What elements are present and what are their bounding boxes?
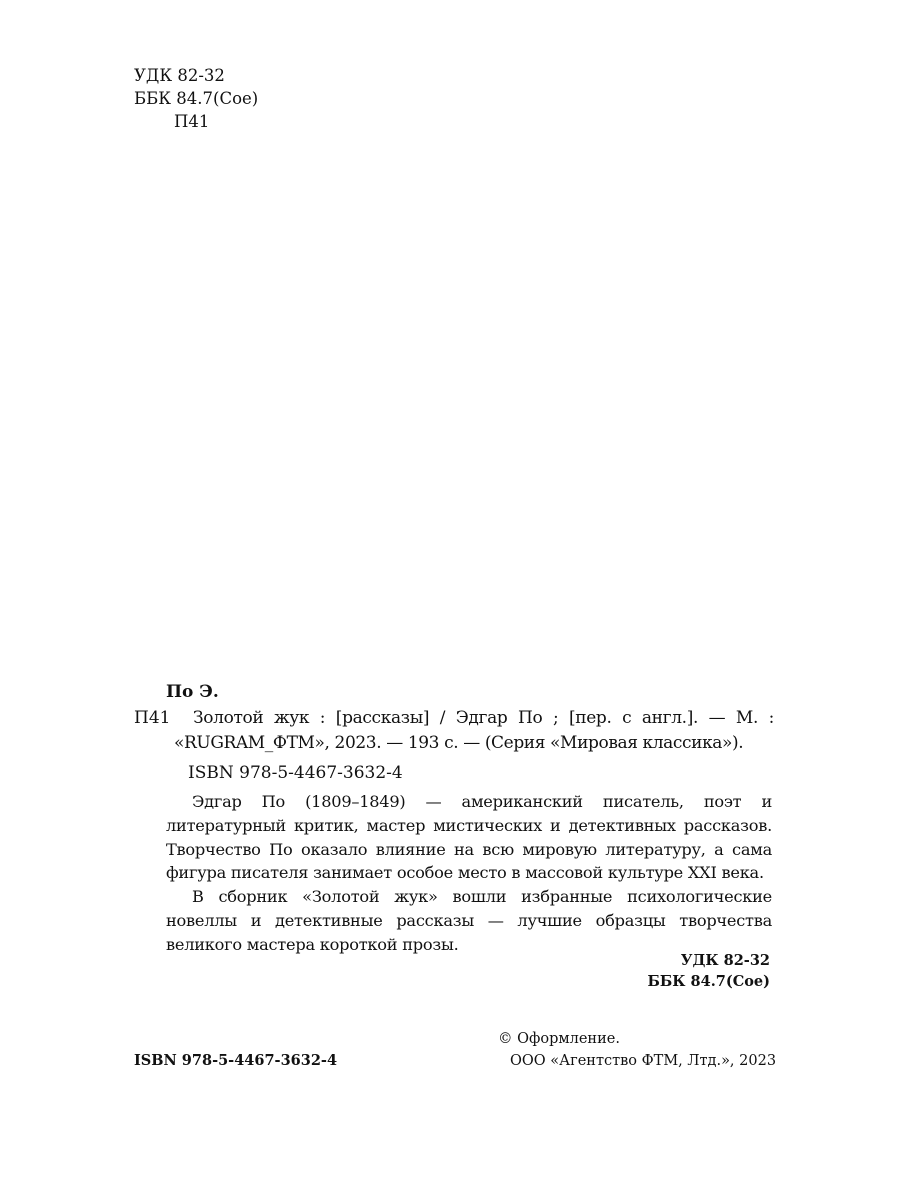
bibliographic-entry (134, 706, 774, 756)
copyright-line-1: © Оформление. (498, 1031, 620, 1047)
isbn-bottom: ISBN 978-5-4467-3632-4 (134, 1052, 338, 1069)
entry-isbn: ISBN 978-5-4467-3632-4 (188, 763, 403, 783)
bbk-code-bottom: ББК 84.7(Сое) (647, 973, 770, 990)
classification-codes-bottom (610, 950, 770, 992)
classification-codes-top (134, 64, 258, 133)
udk-code: УДК 82-32 (134, 66, 225, 85)
bbk-code: ББК 84.7(Сое) (134, 89, 259, 108)
copyright-line-2: ООО «Агентство ФТМ, Лтд.», 2023 (510, 1053, 777, 1069)
entry-title-line: Золотой жук : [рассказы] / Эдгар По ; [пер. с англ.]. — М. : (193, 708, 774, 728)
entry-publisher-line: «RUGRAM_ФТМ», 2023. — 193 с. — (Серия «Мировая классика»). (174, 733, 744, 753)
annotation (166, 790, 772, 957)
annotation-paragraph-1: Эдгар По (1809–1849) — американский писатель, поэт и литературный критик, мастер мистических и детективных рассказов. Творчество По оказало влияние на всю мировую литературу, а сама фигура писателя занимает особое место в массовой культуре XXI века. (166, 792, 772, 883)
entry-cutter: П41 (134, 708, 171, 728)
copyright-notice (498, 1028, 777, 1072)
annotation-paragraph-2: В сборник «Золотой жук» вошли избранные психологические новеллы и детективные рассказы — лучшие образцы творчества великого мастера короткой прозы. (166, 887, 772, 954)
author-heading: По Э. (166, 682, 219, 702)
cutter-code: П41 (174, 112, 210, 131)
udk-code-bottom: УДК 82-32 (680, 952, 770, 969)
